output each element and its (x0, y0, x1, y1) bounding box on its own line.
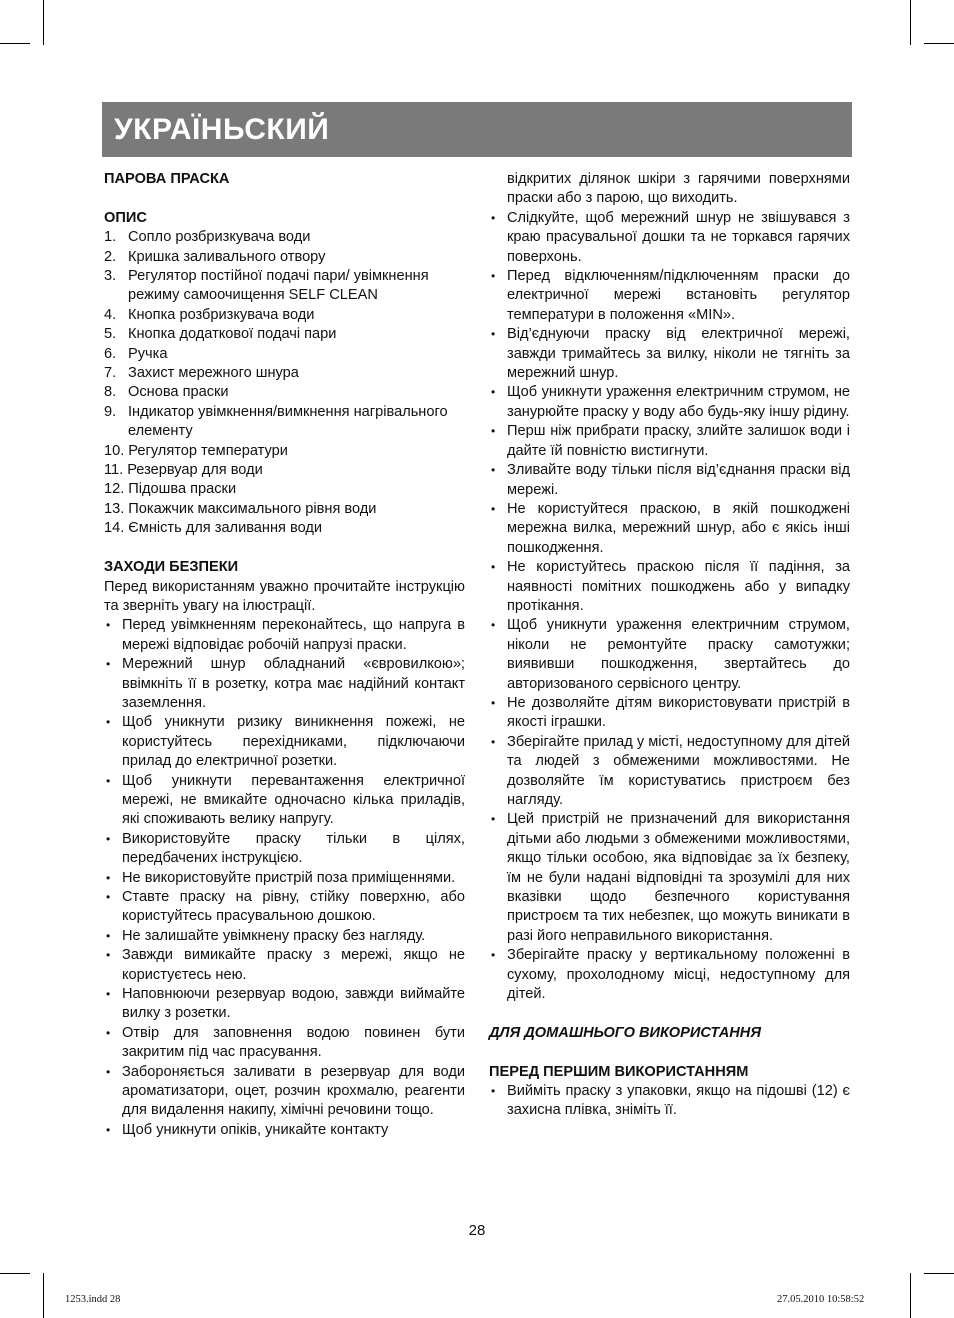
item-text: Індикатор увімкнення/вимкнення нагрівального елементу (128, 403, 448, 440)
description-item (104, 306, 465, 325)
item-number: 13. (104, 500, 125, 517)
safety-continuation: відкритих ділянок шкіри з гарячими поверхнями праски або з парою, що виходить. (507, 171, 850, 207)
bullet-item: • Забороняється заливати в резервуар для води ароматизатори, оцет, розчин крохмалю, реагенти для видалення накипу, хімічні речовини тощо. (104, 1063, 465, 1121)
bullet-item: • Ставте праску на рівну, стійку поверхню, або користуйтесь прасувальною дошкою. (104, 888, 465, 927)
item-text: Регулятор постійної подачі пари/ увімкнення режиму самоочищення SELF CLEAN (128, 268, 429, 304)
item-number: 12. (104, 481, 125, 498)
slug-timestamp: 27.05.2010 10:58:52 (777, 1294, 865, 1305)
bullet-item: • Перед увімкненням переконайтесь, що напруга в мережі відповідає робочій напрузі праски. (104, 616, 465, 655)
description-item (104, 500, 465, 519)
item-number: 9. (104, 403, 117, 420)
bullet-item: • Щоб уникнути перевантаження електричної мережі, не вмикайте одночасно кілька приладів, які споживають велику напругу. (104, 772, 465, 830)
description-item (104, 383, 465, 402)
item-text: Ємність для заливання води (128, 520, 323, 537)
crop-mark (0, 1273, 30, 1274)
item-number: 1. (104, 229, 117, 246)
left-column (104, 170, 465, 1140)
language-title: УКРАЇНЬСКИЙ (114, 113, 330, 146)
item-number: 2. (104, 248, 117, 265)
crop-mark (43, 0, 44, 45)
description-item (104, 403, 465, 442)
bullet-item: • Отвір для заповнення водою повинен бути закритим під час прасування. (104, 1024, 465, 1063)
bullet-item: • Не користуйтеся праскою, в якій пошкоджені мережна вилка, мережний шнур, або є якісь інші пошкодження. (489, 500, 850, 558)
item-text: Кришка заливального отвору (128, 248, 326, 265)
item-text: Покажчик максимального рівня води (128, 500, 377, 517)
description-item (104, 325, 465, 344)
item-text: Кнопка розбризкувача води (128, 306, 315, 323)
bullet-item: • Не використовуйте пристрій поза приміщеннями. (104, 869, 465, 888)
product-title: ПАРОВА ПРАСКА (104, 171, 230, 187)
bullet-item: • Наповнюючи резервуар водою, завжди виймайте вилку з розетки. (104, 985, 465, 1024)
bullet-item: • Цей пристрій не призначений для використання дітьми або людьми з обмеженими можливостями, якщо тільки особою, яка відповідає за їх безпеку, їм не були надані відповідні та зрозумілі для них вказівки щодо безпечного користування пристроєм та тих небезпек, що можуть виникати в разі його неправильного використання. (489, 810, 850, 946)
description-item (104, 519, 465, 538)
bullet-item: • Зберігайте праску у вертикальному положенні в сухому, прохолодному місці, недоступному для дітей. (489, 946, 850, 1004)
description-heading: ОПИС (104, 209, 147, 226)
bullet-item: • Зливайте воду тільки після від’єднання праски від мережі. (489, 461, 850, 500)
bullet-item: • Щоб уникнути опіків, уникайте контакту (104, 1121, 465, 1140)
bullet-item: • Використовуйте праску тільки в цілях, передбачених інструкцією. (104, 830, 465, 869)
crop-mark (924, 1273, 954, 1274)
bullet-item: • Зберігайте прилад у місті, недоступному для дітей та людей з обмеженими можливостями. Не дозволяйте їм користуватись пристроєм без нагляду. (489, 733, 850, 811)
first-use-heading: ПЕРЕД ПЕРШИМ ВИКОРИСТАННЯМ (489, 1063, 749, 1080)
crop-mark (910, 0, 911, 45)
item-number: 4. (104, 306, 117, 323)
item-text: Підошва праски (128, 481, 237, 498)
safety-intro: Перед використанням уважно прочитайте інструкцію та зверніть увагу на ілюстрації. (104, 578, 465, 614)
bullet-item: • Щоб уникнути ризику виникнення пожежі, не користуйтесь перехідниками, підключаючи прилад до електричної розетки. (104, 713, 465, 771)
slug-file: 1253.indd 28 (65, 1294, 121, 1305)
crop-mark (0, 43, 30, 44)
item-number: 7. (104, 365, 117, 382)
page-number: 28 (468, 1222, 486, 1239)
safety-list-continued (489, 209, 850, 1005)
bullet-item: • Від’єднуючи праску від електричної мережі, завжди тримайтесь за вилку, ніколи не тягніть за мережний шнур. (489, 325, 850, 383)
description-item (104, 364, 465, 383)
item-number: 14. (104, 520, 125, 537)
bullet-item: • Перед відключенням/підключенням праски до електричної мережі встановіть регулятор температури в положення «MIN». (489, 267, 850, 325)
bullet-item: • Не залишайте увімкнену праску без нагляду. (104, 927, 465, 946)
bullet-item: • Щоб уникнути ураження електричним струмом, не занурюйте праску у воду або будь-яку іншу рідину. (489, 383, 850, 422)
bullet-item: • Перш ніж прибрати праску, злийте залишок води і дайте їй повністю вистигнути. (489, 422, 850, 461)
description-item (104, 228, 465, 247)
item-number: 6. (104, 345, 117, 362)
bullet-item: • Завжди вимикайте праску з мережі, якщо не користуєтесь нею. (104, 946, 465, 985)
item-text: Кнопка додаткової подачі пари (128, 326, 337, 343)
right-column (489, 170, 850, 1121)
item-text: Основа праски (128, 384, 229, 401)
item-number: 5. (104, 326, 117, 343)
bullet-item: • Слідкуйте, щоб мережний шнур не звішувався з краю прасувальної дошки та не торкався гарячих поверхонь. (489, 209, 850, 267)
description-item (104, 248, 465, 267)
description-item (104, 267, 465, 306)
description-list (104, 228, 465, 539)
item-number: 10. (104, 442, 125, 459)
description-item (104, 442, 465, 461)
crop-mark (910, 1273, 911, 1318)
bullet-item: • Мережний шнур обладнаний «євровилкою»; ввімкніть її в розетку, котра має надійний контакт заземлення. (104, 655, 465, 713)
description-item (104, 461, 465, 480)
item-text: Захист мережного шнура (128, 365, 299, 382)
crop-mark (924, 43, 954, 44)
item-text: Ручка (128, 345, 168, 362)
description-item (104, 480, 465, 499)
item-text: Регулятор температури (128, 442, 288, 459)
item-text: Сопло розбризкувача води (128, 229, 311, 246)
safety-list (104, 616, 465, 1140)
bullet-item: • Щоб уникнути ураження електричним струмом, ніколи не ремонтуйте праску самотужки; виявивши пошкодження, звертайтесь до авторизованого сервісного центру. (489, 616, 850, 694)
item-number: 3. (104, 268, 117, 285)
first-use-list (489, 1082, 850, 1121)
crop-mark (43, 1273, 44, 1318)
language-banner (102, 102, 852, 157)
item-number: 8. (104, 384, 117, 401)
bullet-item: • Не користуйтесь праскою після її падіння, за наявності помітних пошкоджень або у випадку протікання. (489, 558, 850, 616)
item-number: 11. (104, 462, 124, 479)
safety-heading: ЗАХОДИ БЕЗПЕКИ (104, 559, 239, 576)
description-item (104, 345, 465, 364)
home-use-heading: ДЛЯ ДОМАШНЬОГО ВИКОРИСТАННЯ (489, 1024, 761, 1041)
bullet-item: • Вийміть праску з упаковки, якщо на підошві (12) є захисна плівка, зніміть її. (489, 1082, 850, 1121)
bullet-item: • Не дозволяйте дітям використовувати пристрій в якості іграшки. (489, 694, 850, 733)
item-text: Резервуар для води (127, 462, 263, 479)
